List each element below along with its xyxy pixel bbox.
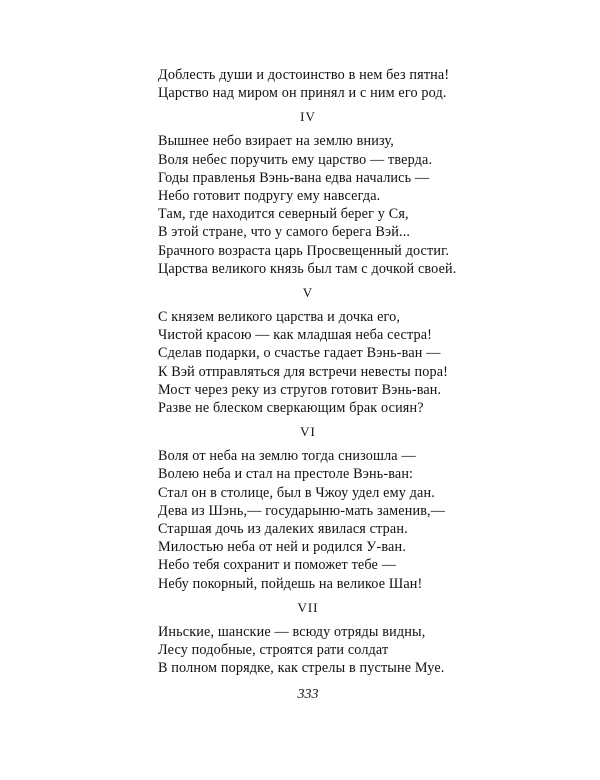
stanza-numeral: IV <box>300 109 316 125</box>
verse-line: Стал он в столице, был в Чжоу удел ему дан. <box>158 484 435 501</box>
stanza-numeral: VII <box>297 599 319 615</box>
opening-lines <box>158 66 458 102</box>
stanza-iv <box>158 109 458 278</box>
book-page <box>158 66 458 703</box>
verse-line: Милостью неба от ней и родился У-ван. <box>158 539 406 556</box>
verse-line: Царство над миром он принял и с ним его род. <box>158 85 447 102</box>
verse-line: Чистой красою — как младшая неба сестра! <box>158 327 433 344</box>
verse-line: Воля от неба на землю тогда снизошла — <box>158 448 416 465</box>
verse-line: Разве не блеском сверкающим брак осиян? <box>158 400 424 417</box>
stanza-numeral: V <box>302 285 314 301</box>
verse-line: С князем великого царства и дочка его, <box>158 309 401 326</box>
verse-line: Мост через реку из стругов готовит Вэнь-ван. <box>158 381 442 398</box>
verse-line: В этой стране, что у самого берега Вэй... <box>158 224 411 241</box>
verse-line: Годы правленья Вэнь-вана едва начались — <box>158 169 430 186</box>
stanza-numeral: VI <box>300 424 316 440</box>
stanza-v <box>158 285 458 417</box>
page-number: 333 <box>297 687 319 703</box>
verse-line: Царства великого князь был там с дочкой своей. <box>158 260 457 277</box>
stanza-vii <box>158 600 458 678</box>
verse-line: Лесу подобные, строятся рати солдат <box>158 642 389 659</box>
verse-line: Небу покорный, пойдешь на великое Шан! <box>158 575 423 592</box>
verse-line: Сделав подарки, о счастье гадает Вэнь-ван — <box>158 345 441 362</box>
verse-line: Доблесть души и достоинство в нем без пятна! <box>158 67 450 83</box>
verse-line: Небо тебя сохранит и поможет тебе — <box>158 557 397 574</box>
verse-line: Небо готовит подругу ему навсегда. <box>158 188 381 205</box>
verse-line: В полном порядке, как стрелы в пустыне Муе. <box>158 660 445 677</box>
verse-line: Брачного возраста царь Просвещенный достиг. <box>158 242 450 259</box>
verse-line: Волею неба и стал на престоле Вэнь-ван: <box>158 466 414 483</box>
verse-line: Иньские, шанские — всюду отряды видны, <box>158 623 426 640</box>
verse-line: Воля небес поручить ему царство — тверда. <box>158 151 433 168</box>
verse-line: Там, где находится северный берег у Ся, <box>158 206 409 223</box>
stanza-vi <box>158 424 458 593</box>
verse-line: Вышнее небо взирает на землю внизу, <box>158 133 394 150</box>
verse-line: Старшая дочь из далеких явилася стран. <box>158 521 408 538</box>
verse-line: К Вэй отправляться для встречи невесты пора! <box>158 363 449 380</box>
verse-line: Дева из Шэнь,— государыню-мать заменив,— <box>158 502 446 519</box>
